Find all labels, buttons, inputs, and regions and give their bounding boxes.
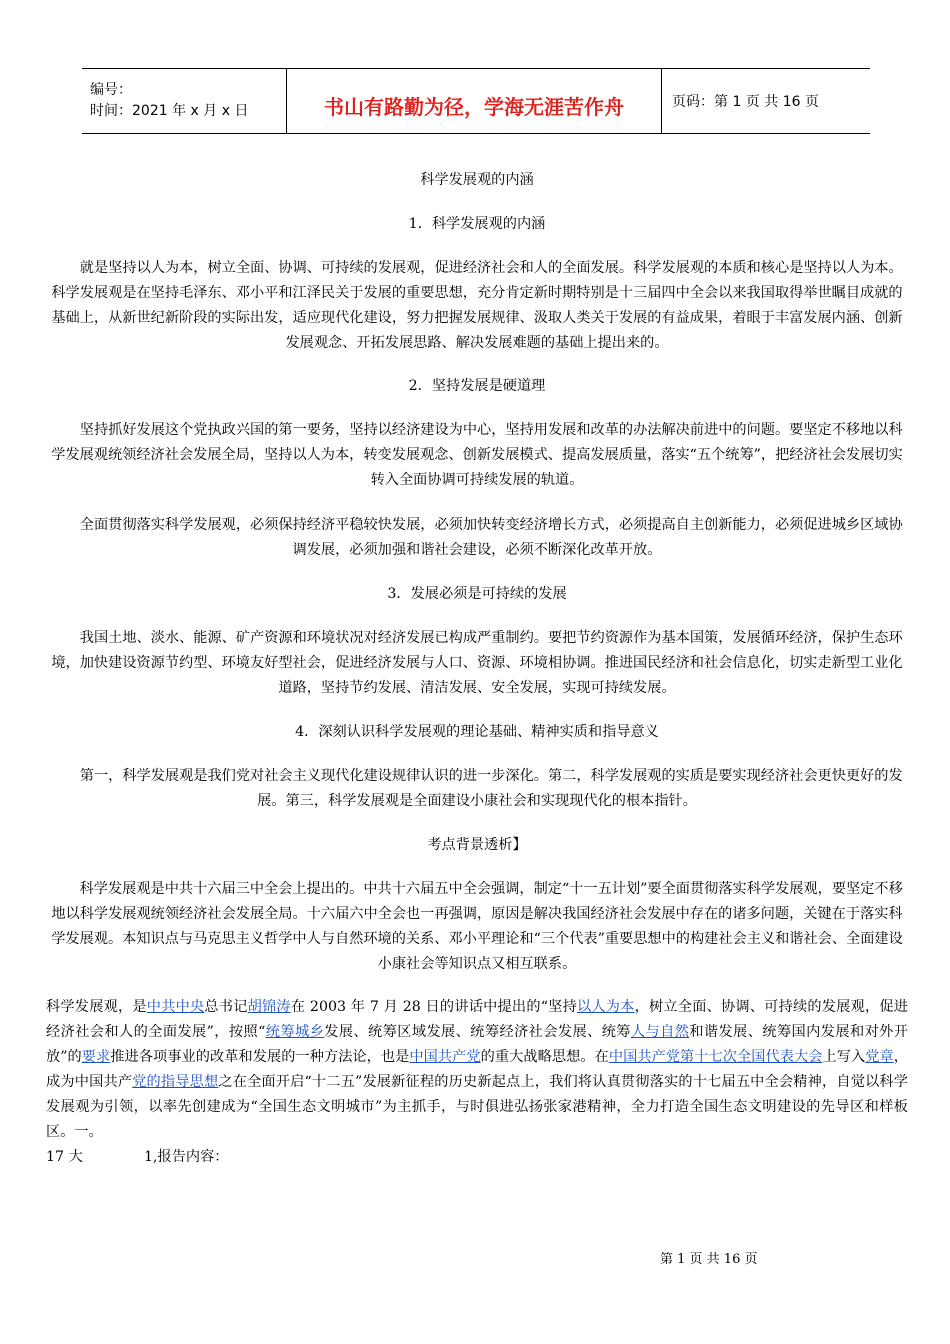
inline-link[interactable]: 中国共产党第十七次全国代表大会 [608,1049,823,1065]
inline-text: 推进各项事业的改革和发展的一种方法论，也是 [110,1049,410,1065]
inline-text: 的重大战略思想。在 [480,1049,609,1065]
inline-text: 和谐发展、统筹国内发展和对外开放”的 [46,1024,908,1065]
inline-link[interactable]: 党的指导思想 [132,1074,219,1090]
inline-text: 总书记 [204,999,248,1015]
inline-link[interactable]: 要求 [81,1049,111,1065]
section-paragraph: 我国土地、淡水、能源、矿产资源和环境状况对经济发展已构成严重制约。要把节约资源作为基本国策，发展循环经济，保护生态环境，加快建设资源节约型、环境友好型社会，促进经济发展与人口、资源、环境相协调。推进国民经济和社会信息化，切实走新型工业化道路，坚持节约发展、清洁发展、安全发展，实现可持续发展。 [51,630,903,696]
inline-link[interactable]: 胡锦涛 [247,999,291,1015]
section-paragraph: 全面贯彻落实科学发展观，必须保持经济平稳较快发展，必须加快转变经济增长方式，必须提高自主创新能力，必须促进城乡区域协调发展，必须加强和谐社会建设，必须不断深化改革开放。 [79,517,903,558]
inline-text: 科学发展观，是 [46,999,147,1015]
section-heading: 3．发展必须是可持续的发展 [387,586,567,602]
trailing-right: 1,报告内容： [144,1149,229,1165]
intro-paragraph [46,995,908,1145]
inline-link[interactable]: 统筹城乡 [265,1024,325,1040]
section-heading: 4．深刻认识科学发展观的理论基础、精神实质和指导意义 [295,724,659,740]
inline-link[interactable]: 以人为本 [576,999,635,1015]
document-body [46,168,908,1170]
section-paragraph: 第一，科学发展观是我们党对社会主义现代化建设规律认识的进一步深化。第二，科学发展观的实质是要实现经济社会更快更好的发展。第三，科学发展观是全面建设小康社会和实现现代化的根本指针。 [79,768,903,809]
inline-text: ，成为中国共产 [46,1049,908,1090]
inline-text: 在 2003 年 7 月 28 日的讲话中提出的“坚持 [290,999,577,1015]
page-footer: 第 1 页 共 16 页 [660,1252,758,1267]
trailing-line [46,1145,908,1170]
section-heading: 2．坚持发展是硬道理 [408,378,546,394]
trailing-left: 17 大 [46,1149,83,1165]
inline-text: 之在全面开启“十二五”发展新征程的历史新起点上，我们将认真贯彻落实的十七届五中全会精神，自觉以科学发展观为引领，以率先创建成为“全国生态文明城市”为主抓手，与时俱进弘扬张家港精神，全力打造全国生态文明建设的先导区和样板区。一。 [46,1074,908,1140]
inline-text: 上写入 [822,1049,866,1065]
header-info [82,69,287,134]
section-heading: 1．科学发展观的内涵 [408,216,546,232]
page-header [82,68,870,134]
section-paragraph: 就是坚持以人为本，树立全面、协调、可持续的发展观，促进经济社会和人的全面发展。科学发展观的本质和核心是坚持以人为本。科学发展观是在坚持毛泽东、邓小平和江泽民关于发展的重要思想，充分肯定新时期特别是十三届四中全会以来我国取得举世瞩目成就的基础上，从新世纪新阶段的实际出发，适应现代化建设，努力把握发展规律、汲取人类关于发展的有益成果，着眼于丰富发展内涵、创新发展观念、开拓发展思路、解决发展难题的基础上提出来的。 [51,260,903,351]
section-heading: 考点背景透析】 [427,837,527,853]
header-page-info: 页码：第 1 页 共 16 页 [662,69,871,134]
inline-link[interactable]: 中共中央 [146,999,205,1015]
time-label: 时间：2021 年 x 月 x 日 [90,103,249,119]
section-paragraph: 坚持抓好发展这个党执政兴国的第一要务，坚持以经济建设为中心，坚持用发展和改革的办法解决前进中的问题。要坚定不移地以科学发展观统领经济社会发展全局，坚持以人为本，转变发展观念、创新发展模式、提高发展质量，落实“五个统筹”，把经济社会发展切实转入全面协调可持续发展的轨道。 [51,422,903,488]
inline-link[interactable]: 中国共产党 [409,1049,481,1065]
header-motto: 书山有路勤为径，学海无涯苦作舟 [287,69,662,134]
document-title: 科学发展观的内涵 [420,172,534,188]
inline-link[interactable]: 人与自然 [630,1024,690,1040]
section-paragraph: 科学发展观是中共十六届三中全会上提出的。中共十六届五中全会强调，制定“十一五计划”要全面贯彻落实科学发展观，要坚定不移地以科学发展观统领经济社会发展全局。十六届六中全会也一再强调，原因是解决我国经济社会发展中存在的诸多问题，关键在于落实科学发展观。本知识点与马克思主义哲学中人与自然环境的关系、邓小平理论和“三个代表”重要思想中的构建社会主义和谐社会、全面建设小康社会等知识点又相互联系。 [51,881,903,972]
number-label: 编号： [90,82,132,98]
inline-text: ，树立全面、协调、可持续的发展观，促进经济社会和人的全面发展”，按照“ [46,999,908,1040]
inline-text: 发展、统筹区域发展、统筹经济社会发展、统筹 [324,1024,631,1040]
inline-link[interactable]: 党章 [865,1049,894,1065]
